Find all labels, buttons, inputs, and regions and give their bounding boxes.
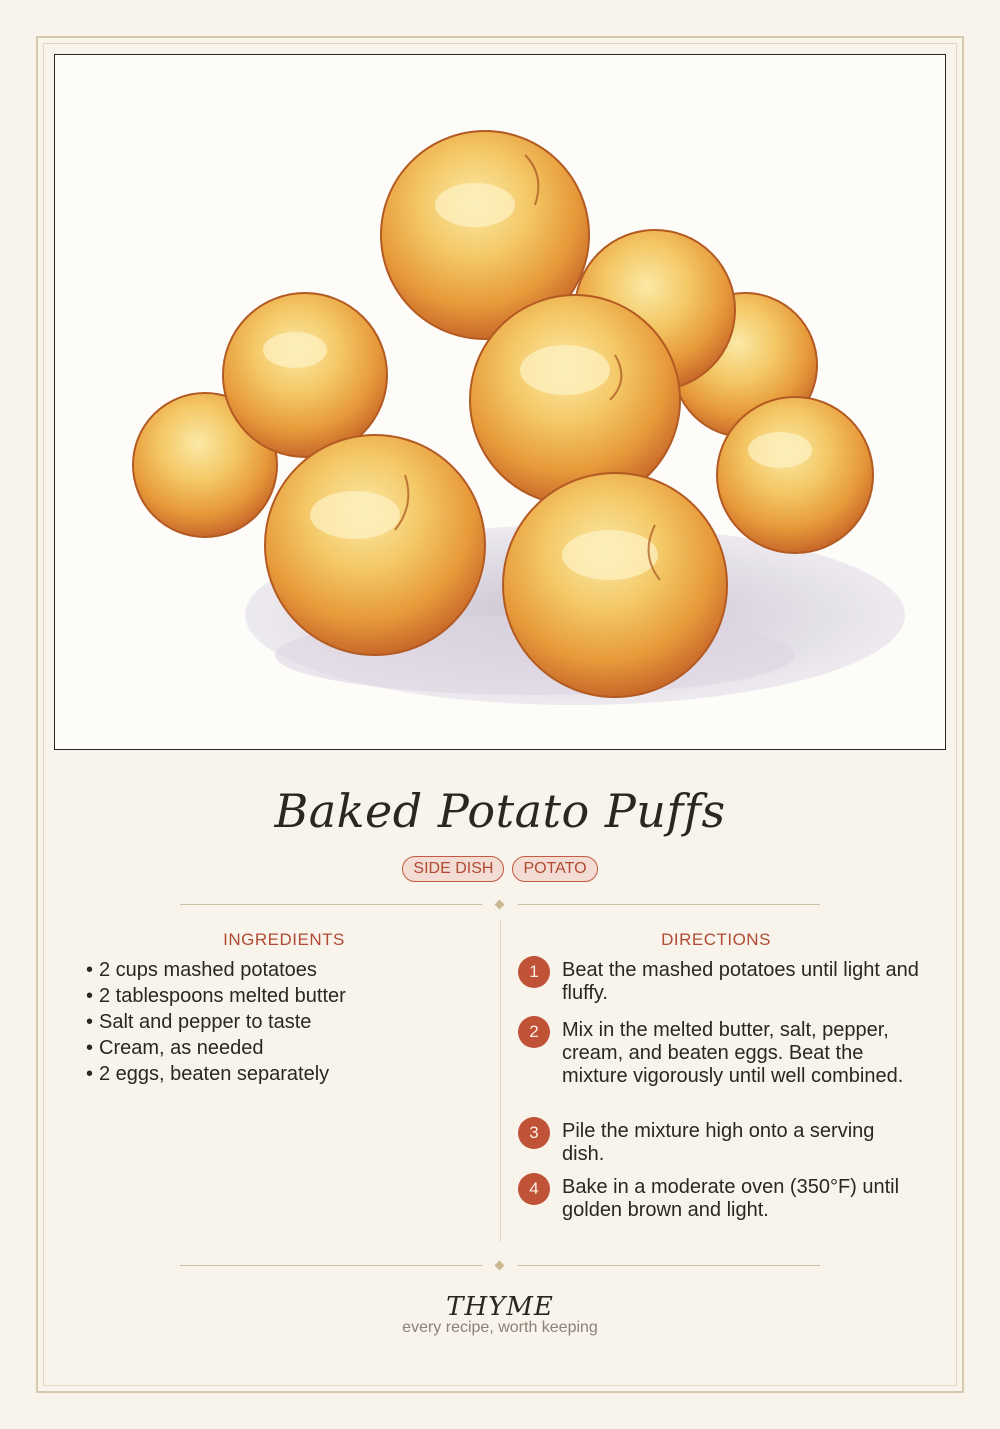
ingredient-item: • 2 cups mashed potatoes	[86, 959, 317, 981]
divider-diamond-icon	[495, 900, 505, 910]
brand-tagline: every recipe, worth keeping	[402, 1319, 598, 1336]
step-number-badge: 2	[518, 1016, 550, 1048]
ingredient-text: 2 eggs, beaten separately	[99, 1063, 330, 1085]
ingredient-text: Salt and pepper to taste	[99, 1011, 312, 1033]
ingredient-item: • 2 tablespoons melted butter	[86, 985, 346, 1007]
potato-puffs-illustration	[55, 55, 945, 749]
divider-bottom	[180, 1260, 820, 1272]
tag-potato[interactable]: POTATO	[512, 856, 597, 882]
step-number-badge: 3	[518, 1117, 550, 1149]
brand-logo: THYME	[446, 1292, 554, 1322]
step-text: Pile the mixture high onto a serving dish.	[562, 1120, 875, 1165]
divider-diamond-icon	[495, 1261, 505, 1271]
tag-list	[0, 856, 1000, 882]
divider-top	[180, 899, 820, 911]
tag-side-dish[interactable]: SIDE DISH	[402, 856, 504, 882]
divider-line-right	[518, 1265, 820, 1266]
recipe-photo	[54, 54, 946, 750]
ingredients-list	[86, 957, 486, 1087]
recipe-title: Baked Potato Puffs	[274, 784, 726, 838]
ingredient-item: • 2 eggs, beaten separately	[86, 1063, 330, 1085]
step-text: Bake in a moderate oven (350°F) until golden brown and light.	[562, 1176, 900, 1221]
divider-line-left	[180, 1265, 482, 1266]
ingredient-item: • Salt and pepper to taste	[86, 1011, 312, 1033]
ingredient-text: 2 cups mashed potatoes	[99, 959, 317, 981]
step-text: Mix in the melted butter, salt, pepper, cream, and beaten eggs. Beat the mixture vigorously until well combined.	[562, 1019, 904, 1087]
step-number-badge: 4	[518, 1173, 550, 1205]
step-text: Beat the mashed potatoes until light and fluffy.	[562, 959, 919, 1004]
column-separator	[500, 920, 501, 1242]
ingredient-item: • Cream, as needed	[86, 1037, 264, 1059]
ingredients-heading: INGREDIENTS	[223, 930, 345, 949]
ingredient-text: 2 tablespoons melted butter	[99, 985, 346, 1007]
directions-heading: DIRECTIONS	[661, 930, 771, 949]
divider-line-left	[180, 904, 482, 905]
divider-line-right	[518, 904, 820, 905]
step-number-badge: 1	[518, 956, 550, 988]
ingredient-text: Cream, as needed	[99, 1037, 264, 1059]
